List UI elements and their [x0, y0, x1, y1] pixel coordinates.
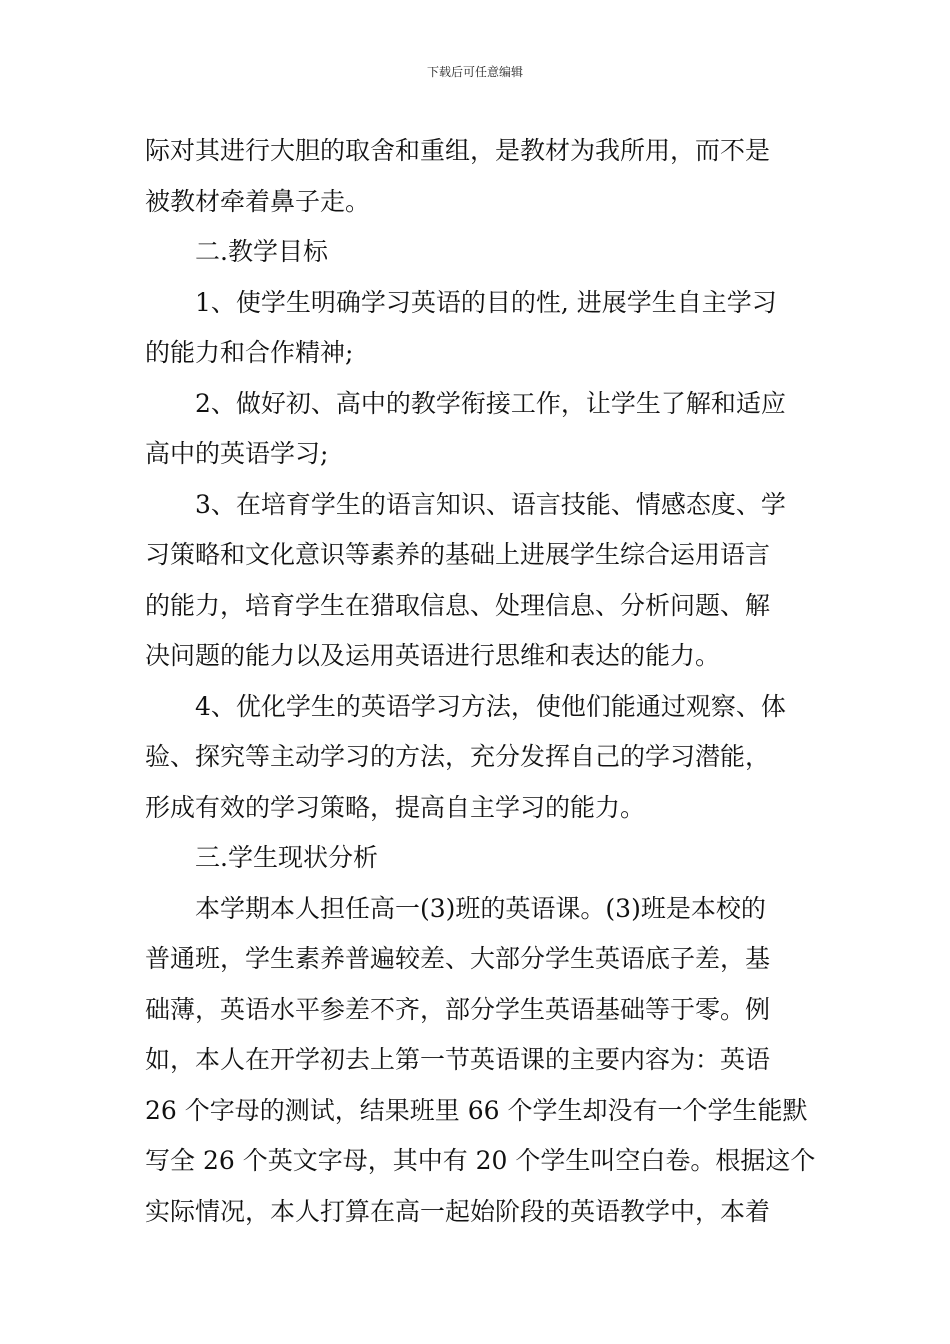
text-line: 1、使学生明确学习英语的目的性, 进展学生自主学习: [195, 287, 777, 317]
text-line: 决问题的能力以及运用英语进行思维和表达的能力。: [145, 641, 721, 670]
text-line: 如，本人在开学初去上第一节英语课的主要内容为：英语: [145, 1045, 771, 1074]
section-heading: 二.教学目标: [195, 237, 328, 266]
text-line: 的能力和合作精神;: [145, 338, 354, 367]
text-line: 形成有效的学习策略，提高自主学习的能力。: [145, 792, 646, 822]
text-line: 普通班，学生素养普遍较差、大部分学生英语底子差，基: [145, 944, 771, 973]
text-line: 习策略和文化意识等素养的基础上进展学生综合运用语言: [145, 540, 771, 569]
text-line: 写全 26 个英文字母，其中有 20 个学生叫空白卷。根据这个: [145, 1146, 816, 1175]
text-line: 的能力，培育学生在猎取信息、处理信息、分析问题、解: [145, 590, 771, 620]
page-header: 下载后可任意编辑: [426, 65, 523, 79]
section-heading: 三.学生现状分析: [195, 843, 378, 872]
text-line: 2、做好初、高中的教学衔接工作，让学生了解和适应: [195, 388, 786, 418]
text-line: 3、在培育学生的语言知识、语言技能、情感态度、学: [195, 489, 786, 519]
text-line: 4、优化学生的英语学习方法，使他们能通过观察、体: [195, 691, 786, 721]
text-line: 础薄，英语水平参差不齐，部分学生英语基础等于零。例: [145, 994, 771, 1024]
text-line: 高中的英语学习;: [145, 439, 329, 468]
text-line: 被教材牵着鼻子走。: [145, 186, 371, 216]
text-line: 实际情况，本人打算在高一起始阶段的英语教学中，本着: [145, 1196, 771, 1226]
text-line: 26 个字母的测试，结果班里 66 个学生却没有一个学生能默: [145, 1095, 808, 1125]
document-body: [145, 126, 816, 1237]
text-line: 本学期本人担任高一(3)班的英语课。(3)班是本校的: [195, 893, 766, 923]
text-line: 验、探究等主动学习的方法，充分发挥自己的学习潜能，: [145, 742, 771, 771]
text-line: 际对其进行大胆的取舍和重组，是教材为我所用，而不是: [145, 136, 771, 165]
